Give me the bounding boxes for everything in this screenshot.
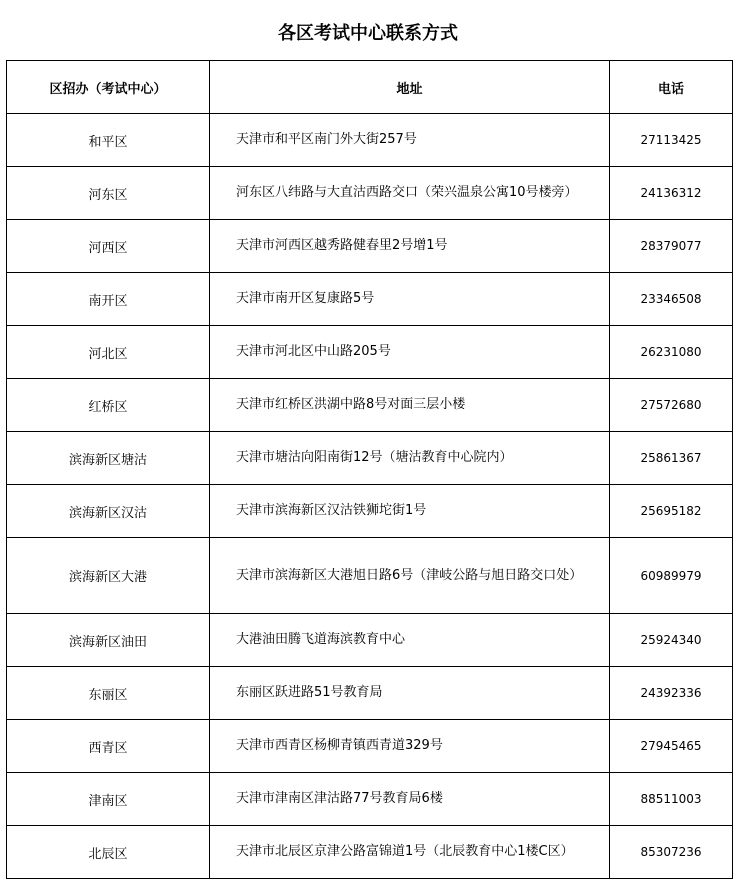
phone-cell: 60989979 <box>610 538 733 614</box>
table-row <box>7 379 733 432</box>
header-address: 地址 <box>210 61 610 114</box>
table-row <box>7 538 733 614</box>
table-row <box>7 614 733 667</box>
table-row <box>7 773 733 826</box>
header-district: 区招办（考试中心） <box>7 61 210 114</box>
phone-cell: 28379077 <box>610 220 733 273</box>
address-text: 天津市塘沽向阳南街12号（塘沽教育中心院内） <box>236 450 513 465</box>
phone-cell: 27113425 <box>610 114 733 167</box>
table-row <box>7 720 733 773</box>
phone-cell: 24392336 <box>610 667 733 720</box>
address-text: 天津市南开区复康路5号 <box>236 291 375 306</box>
address-text: 大港油田腾飞道海滨教育中心 <box>236 632 406 647</box>
phone-cell: 23346508 <box>610 273 733 326</box>
address-cell <box>210 614 610 667</box>
address-cell <box>210 220 610 273</box>
address-cell <box>210 720 610 773</box>
table-row <box>7 273 733 326</box>
address-cell <box>210 826 610 879</box>
phone-cell: 25695182 <box>610 485 733 538</box>
phone-cell: 88511003 <box>610 773 733 826</box>
district-cell: 南开区 <box>7 273 210 326</box>
address-text: 天津市北辰区京津公路富锦道1号（北辰教育中心1楼C区） <box>236 844 574 859</box>
table-row <box>7 432 733 485</box>
phone-cell: 27572680 <box>610 379 733 432</box>
address-text: 天津市滨海新区大港旭日路6号（津岐公路与旭日路交口处） <box>236 567 583 583</box>
table-row <box>7 667 733 720</box>
address-text: 天津市滨海新区汉沽铁狮坨街1号 <box>236 503 427 518</box>
phone-cell: 25861367 <box>610 432 733 485</box>
address-text: 天津市津南区津沽路77号教育局6楼 <box>236 791 443 806</box>
district-cell: 东丽区 <box>7 667 210 720</box>
contacts-table <box>6 60 733 879</box>
address-cell <box>210 379 610 432</box>
address-text: 天津市和平区南门外大街257号 <box>236 132 417 147</box>
phone-cell: 27945465 <box>610 720 733 773</box>
district-cell: 滨海新区汉沽 <box>7 485 210 538</box>
address-cell <box>210 773 610 826</box>
address-cell <box>210 326 610 379</box>
district-cell: 滨海新区塘沽 <box>7 432 210 485</box>
district-cell: 河东区 <box>7 167 210 220</box>
phone-cell: 85307236 <box>610 826 733 879</box>
address-text: 天津市西青区杨柳青镇西青道329号 <box>236 738 443 753</box>
address-text: 天津市河西区越秀路健春里2号增1号 <box>236 238 448 253</box>
phone-cell: 25924340 <box>610 614 733 667</box>
district-cell: 红桥区 <box>7 379 210 432</box>
table-row <box>7 114 733 167</box>
address-cell <box>210 538 610 614</box>
table-row <box>7 826 733 879</box>
phone-cell: 26231080 <box>610 326 733 379</box>
district-cell: 津南区 <box>7 773 210 826</box>
district-cell: 滨海新区油田 <box>7 614 210 667</box>
address-cell <box>210 667 610 720</box>
address-text: 天津市红桥区洪湖中路8号对面三层小楼 <box>236 397 466 412</box>
table-header-row <box>7 61 733 114</box>
district-cell: 河西区 <box>7 220 210 273</box>
address-cell <box>210 167 610 220</box>
table-row <box>7 167 733 220</box>
phone-cell: 24136312 <box>610 167 733 220</box>
table-row <box>7 220 733 273</box>
address-cell <box>210 485 610 538</box>
address-text: 天津市河北区中山路205号 <box>236 344 391 359</box>
address-cell <box>210 432 610 485</box>
address-text: 河东区八纬路与大直沽西路交口（荣兴温泉公寓10号楼旁） <box>236 185 578 200</box>
address-text: 东丽区跃进路51号教育局 <box>236 685 383 700</box>
page-title: 各区考试中心联系方式 <box>278 23 458 44</box>
district-cell: 和平区 <box>7 114 210 167</box>
address-cell <box>210 114 610 167</box>
district-cell: 西青区 <box>7 720 210 773</box>
header-phone: 电话 <box>610 61 733 114</box>
table-row <box>7 485 733 538</box>
district-cell: 北辰区 <box>7 826 210 879</box>
table-row <box>7 326 733 379</box>
district-cell: 滨海新区大港 <box>7 538 210 614</box>
address-cell <box>210 273 610 326</box>
district-cell: 河北区 <box>7 326 210 379</box>
